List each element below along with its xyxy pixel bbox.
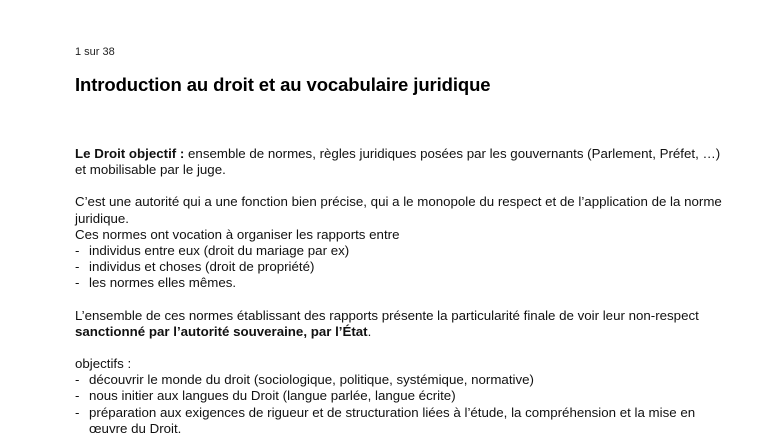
paragraph-spacer (75, 178, 725, 194)
list-item (75, 259, 725, 275)
dash-bullet: - (75, 404, 80, 420)
list-item-text: préparation aux exigences de rigueur et de structuration liées à l’étude, la compréhension et la mise en œuvre du Droit. (89, 404, 696, 436)
dash-bullet: - (75, 259, 80, 275)
document-title: Introduction au droit et au vocabulaire juridique (75, 74, 491, 95)
list-item-text: découvrir le monde du droit (sociologique, politique, systémique, normative) (89, 372, 534, 388)
sanction-end: . (367, 323, 372, 339)
definition-text: ensemble de normes, règles juridiques posées par les gouvernants (Parlement, Préfet, …) et mobilisable par le juge. (75, 146, 721, 178)
dash-bullet: - (75, 275, 80, 291)
dash-bullet: - (75, 372, 80, 388)
objectifs-list (75, 372, 725, 437)
sanction-paragraph (75, 308, 725, 340)
list-item-text: individus entre eux (droit du mariage par ex) (89, 243, 350, 259)
sanction-bold: sanctionné par l’autorité souveraine, par l’État (75, 323, 368, 339)
document-body (75, 146, 725, 437)
list-item-text: les normes elles mêmes. (89, 275, 237, 291)
list-item (75, 275, 725, 291)
sanction-text: L’ensemble de ces normes établissant des rapports présente la particularité finale de voir leur non-respect (75, 307, 699, 323)
dash-bullet: - (75, 388, 80, 404)
list-item (75, 243, 725, 259)
authority-paragraph: C’est une autorité qui a une fonction bien précise, qui a le monopole du respect et de l’application de la norme juridique. (75, 194, 722, 226)
definition-paragraph (75, 146, 725, 178)
definition-term: Le Droit objectif : (75, 146, 185, 161)
list-item-text: individus et choses (droit de propriété) (89, 259, 315, 275)
page-number: 1 sur 38 (75, 46, 115, 58)
objectifs-intro: objectifs : (75, 356, 132, 372)
list-item (75, 405, 725, 437)
rapports-intro: Ces normes ont vocation à organiser les rapports entre (75, 226, 400, 242)
paragraph-spacer (75, 292, 725, 308)
list-item-text: nous initier aux langues du Droit (langue parlée, langue écrite) (89, 388, 456, 404)
dash-bullet: - (75, 243, 80, 259)
list-item (75, 372, 725, 388)
list-item (75, 388, 725, 404)
rapports-list (75, 243, 725, 292)
paragraph-spacer (75, 340, 725, 356)
